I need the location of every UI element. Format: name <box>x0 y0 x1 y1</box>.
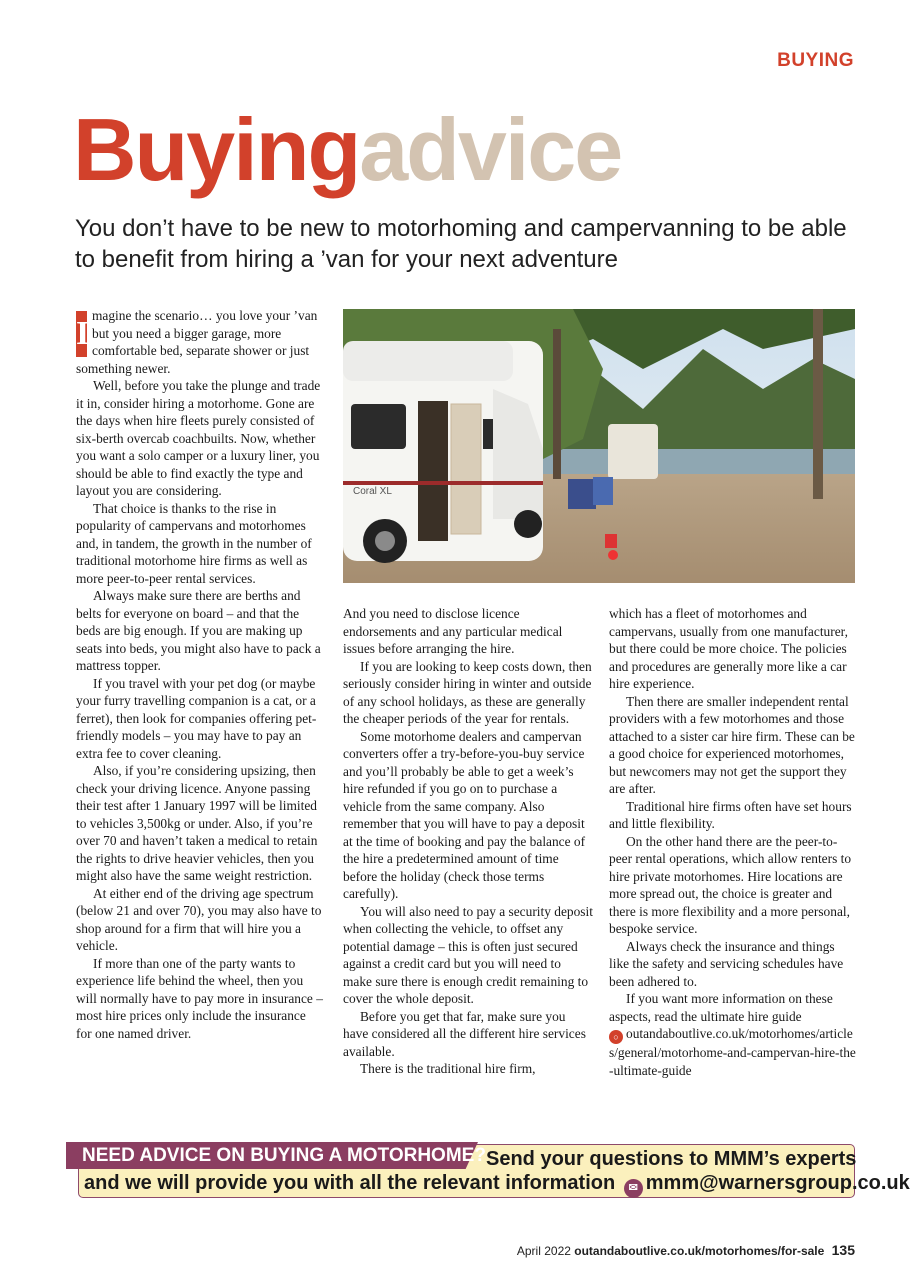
headline-word-advice: advice <box>359 100 622 199</box>
page-footer <box>517 1242 855 1258</box>
paragraph: Before you get that far, make sure you have considered all the different hire services available. <box>343 1008 586 1059</box>
body-column-3 <box>609 605 857 1079</box>
drop-cap: I <box>76 311 87 357</box>
paragraph: You will also need to pay a security deposit when collecting the vehicle, to offset any potential damage – this is often just secured against a credit card but you will need to make sure there is enough credit remaining to cover the whole deposit. <box>343 903 593 1006</box>
paragraph: If more than one of the party wants to experience life behind the wheel, then you will normally have to pay more in insurance – most hire prices only include the insurance for one named driver. <box>76 955 323 1041</box>
guide-link[interactable]: outandaboutlive.co.uk/motorhomes/articles/general/motorhome-and-campervan-hire-the-ultimate-guide <box>609 1026 856 1078</box>
headline <box>73 100 621 200</box>
paragraph: Some motorhome dealers and campervan converters offer a try-before-you-buy service and you’ll probably be able to get a week’s hire refunded if you go on to purchase a vehicle from the same company. Also remember that you will have to pay a deposit at the time of booking and pay the balance of the hire a predetermined amount of time before the holiday (check those terms carefully). <box>343 728 586 901</box>
page-number: 135 <box>831 1242 855 1258</box>
promo-line-1: Send your questions to MMM’s experts <box>486 1148 857 1170</box>
motorhome-photo <box>343 309 855 583</box>
paragraph: If you want more information on these aspects, read the ultimate hire guide <box>609 991 833 1024</box>
paragraph: Then there are smaller independent rental providers with a few motorhomes and those attached to a sister car hire firm. These can be a good choice for experienced motorhomes, but newcomers may not get the support they are after. <box>609 693 855 796</box>
paragraph: That choice is thanks to the rise in popularity of campervans and motorhomes and, in tandem, the growth in the number of traditional motorhome hire firms as well as more peer-to-peer rental services. <box>76 500 312 586</box>
promo-email-link[interactable]: mmm@warnersgroup.co.uk <box>645 1172 910 1194</box>
globe-icon: ○ <box>609 1030 623 1044</box>
standfirst: You don’t have to be new to motorhoming and campervanning to be able to benefit from hiring a ’van for your next adventure <box>75 215 847 273</box>
paragraph: Always check the insurance and things like the safety and servicing schedules have been adhered to. <box>609 938 844 989</box>
paragraph: Also, if you’re considering upsizing, then check your driving licence. Anyone passing their test after 1 January 1997 will be limited to vehicles 3,500kg or under. Also, if you’re over 70 and haven’t taken a medical to retain the rights to drive heavier vehicles, then you might also have the same weight restriction. <box>76 763 318 883</box>
promo-tab-title: NEED ADVICE ON BUYING A MOTORHOME? <box>82 1145 486 1166</box>
paragraph: If you are looking to keep costs down, then seriously consider hiring in winter and outside of any school holidays, as these are generally the cheaper periods of the year for rentals. <box>343 658 592 726</box>
paragraph: And you need to disclose licence endorsements and any particular medical issues before arranging the hire. <box>343 606 563 656</box>
paragraph: Well, before you take the plunge and trade it in, consider hiring a motorhome. Gone are the days when hire fleets purely consisted of six-berth overcab coachbuilts. Now, whether you want a solo camper or a luxury liner, you should be able to find exactly the type and layout you are considering. <box>76 378 321 498</box>
paragraph: At either end of the driving age spectrum (below 21 and over 70), you may also have to shop around for a firm that will hire you a vehicle. <box>76 885 322 953</box>
paragraph: On the other hand there are the peer-to-peer rental operations, which allow renters to hire private motorhomes. Hire locations are more spread out, the choice is greater and there is more flexibility and a more personal, bespoke service. <box>609 833 852 936</box>
headline-word-buying: Buying <box>73 100 360 199</box>
footer-url[interactable]: outandaboutlive.co.uk/motorhomes/for-sale <box>574 1244 825 1258</box>
promo-line-2: and we will provide you with all the relevant information ✉ mmm@warnersgroup.co.uk <box>84 1172 910 1198</box>
paragraph: Always make sure there are berths and belts for everyone on board – and that the beds are big enough. If you are making up seats into beds, you might also have to pack a mattress topper. <box>76 588 321 673</box>
section-label: BUYING <box>777 50 854 71</box>
body-column-1 <box>76 307 324 1042</box>
footer-date: April 2022 <box>516 1244 571 1258</box>
paragraph: which has a fleet of motorhomes and campervans, usually from one manufacturer, but there could be more choice. The policies and procedures are generally more like a car hire experience. <box>609 606 848 691</box>
advice-promo-banner <box>66 1142 910 1198</box>
paragraph: There is the traditional hire firm, <box>360 1061 536 1076</box>
van-badge: Coral XL <box>353 486 392 497</box>
paragraph: If you travel with your pet dog (or maybe your furry travelling companion is a cat, or a ferret), then look for companies offering pet-friendly models – you may have to pay an extra fee to cover cleaning. <box>76 675 317 761</box>
paragraph: Traditional hire firms often have set hours and little flexibility. <box>609 798 852 831</box>
guide-link-paragraph <box>609 1025 857 1079</box>
paragraph: I magine the scenario… you love your ’van but you need a bigger garage, more comfortable bed, separate shower or just something newer. <box>76 308 318 376</box>
body-column-2 <box>343 605 593 1078</box>
email-icon: ✉ <box>624 1179 643 1198</box>
